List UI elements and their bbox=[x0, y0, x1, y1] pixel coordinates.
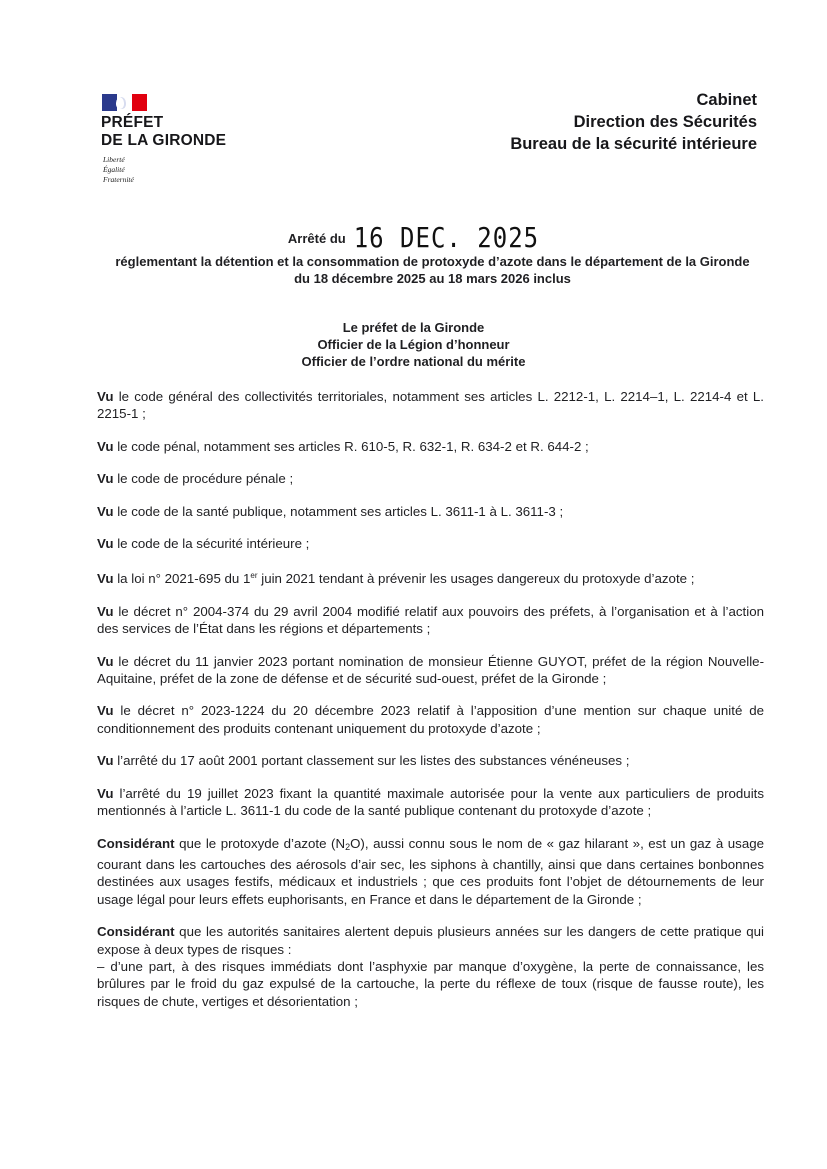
arrete-date-line bbox=[0, 221, 827, 255]
motto-liberte: Liberté bbox=[103, 155, 125, 164]
considerant-paragraph: Considérant que les autorités sanitaires alertent depuis plusieurs années sur les dangers de cette pratique qui expose à deux types de risques : – d’une part, à des risques immédiats dont l’asphyxie par manque d’oxygène, la perte de connaissance, les brûlures par le froid du gaz expulsé de la cartouche, la perte du réflexe de toux (risque de fausse route), les risques de chute, vertiges et désorientation ; bbox=[97, 924, 764, 1009]
arrete-label: Arrêté du bbox=[287, 231, 346, 246]
arrete-title: réglementant la détention et la consommation de protoxyde d’azote dans le département de la Gironde du 18 décembre 2025 au 18 mars 2026 inclus bbox=[115, 254, 750, 286]
prefecture-name bbox=[101, 114, 301, 150]
header-direction: Direction des Sécurités bbox=[573, 113, 757, 131]
risk-item: – d’une part, à des risques immédiats dont l’asphyxie par manque d’oxygène, la perte de connaissance, les brûlures par le froid du gaz expulsé de la cartouche, la perte du réflexe de toux (risque de fausse route), les risques de chute, vertiges et désorientation ; bbox=[97, 958, 764, 1009]
visa-paragraph: Vu le code de procédure pénale ; bbox=[97, 471, 294, 487]
visa-paragraph: Vu le décret n° 2004-374 du 29 avril 2004 modifié relatif aux pouvoirs des préfets, à l’organisation et à l’action des services de l’État dans les régions et départements ; bbox=[97, 603, 764, 637]
visa-paragraph: Vu le code de la sécurité intérieure ; bbox=[97, 536, 310, 552]
prefecture-name-line2: DE LA GIRONDE bbox=[101, 132, 227, 149]
visa-paragraph: Vu le code de la santé publique, notamment ses articles L. 3611-1 à L. 3611-3 ; bbox=[97, 503, 564, 519]
visa-paragraph: Vu le code général des collectivités territoriales, notamment ses articles L. 2212-1, L. 2214–1, L. 2214-4 et L. 2215-1 ; bbox=[97, 389, 764, 422]
visa-paragraph: Vu l’arrêté du 19 juillet 2023 fixant la quantité maximale autorisée pour la vente aux particuliers de produits mentionnés à l’article L. 3611-1 du code de la santé publique contenant du protoxyde d’azote ; bbox=[97, 785, 764, 819]
republic-motto bbox=[103, 155, 134, 185]
visa-paragraph: Vu le code pénal, notamment ses articles R. 610-5, R. 632-1, R. 634-2 et R. 644-2 ; bbox=[97, 438, 589, 454]
arrete-body bbox=[97, 388, 764, 1025]
visa-paragraph: Vu le décret du 11 janvier 2023 portant nomination de monsieur Étienne GUYOT, préfet de la région Nouvelle-Aquitaine, préfet de la zone de défense et de sécurité sud-ouest, préfet de la Gironde ; bbox=[97, 653, 764, 687]
header-bureau: Bureau de la sécurité intérieure bbox=[510, 135, 757, 153]
authority-line1: Le préfet de la Gironde bbox=[342, 320, 485, 335]
motto-egalite: Égalité bbox=[103, 165, 125, 174]
arrete-stamped-date: 16 DEC. 2025 bbox=[353, 221, 540, 255]
header-cabinet: Cabinet bbox=[696, 91, 757, 109]
authority-block bbox=[0, 319, 827, 370]
prefecture-name-line1: PRÉFET bbox=[101, 114, 164, 131]
considerant-paragraph: Considérant que le protoxyde d’azote $(N_2O)$, aussi connu sous le nom de « gaz hilarant », est un gaz à usage courant dans les cartouches des aérosols d’air sec, les siphons à chantilly, ainsi que dans certaines bonbonnes destinées aux usages festifs, médicaux et industriels ; que ces produits font l’objet de détournements de leur usage légal pour leurs effets euphorisants, en France et dans le département de la Gironde ; bbox=[97, 835, 765, 907]
visa-paragraph: Vu le décret n° 2023-1224 du 20 décembre 2023 relatif à l’apposition d’une mention sur chaque unité de conditionnement des produits contenant uniquement du protoxyde d’azote ; bbox=[97, 703, 764, 736]
motto-fraternite: Fraternité bbox=[103, 175, 134, 184]
marianne-flag-logo bbox=[102, 94, 147, 111]
authority-line2: Officier de la Légion d’honneur bbox=[317, 337, 510, 352]
service-header bbox=[510, 89, 757, 155]
visa-paragraph: Vu la loi n° 2021-695 du 1er juin 2021 tendant à prévenir les usages dangereux du protoxyde d’azote ; bbox=[97, 571, 695, 587]
authority-line3: Officier de l’ordre national du mérite bbox=[301, 354, 526, 369]
visa-paragraph: Vu l’arrêté du 17 août 2001 portant classement sur les listes des substances vénéneuses ; bbox=[97, 753, 630, 769]
